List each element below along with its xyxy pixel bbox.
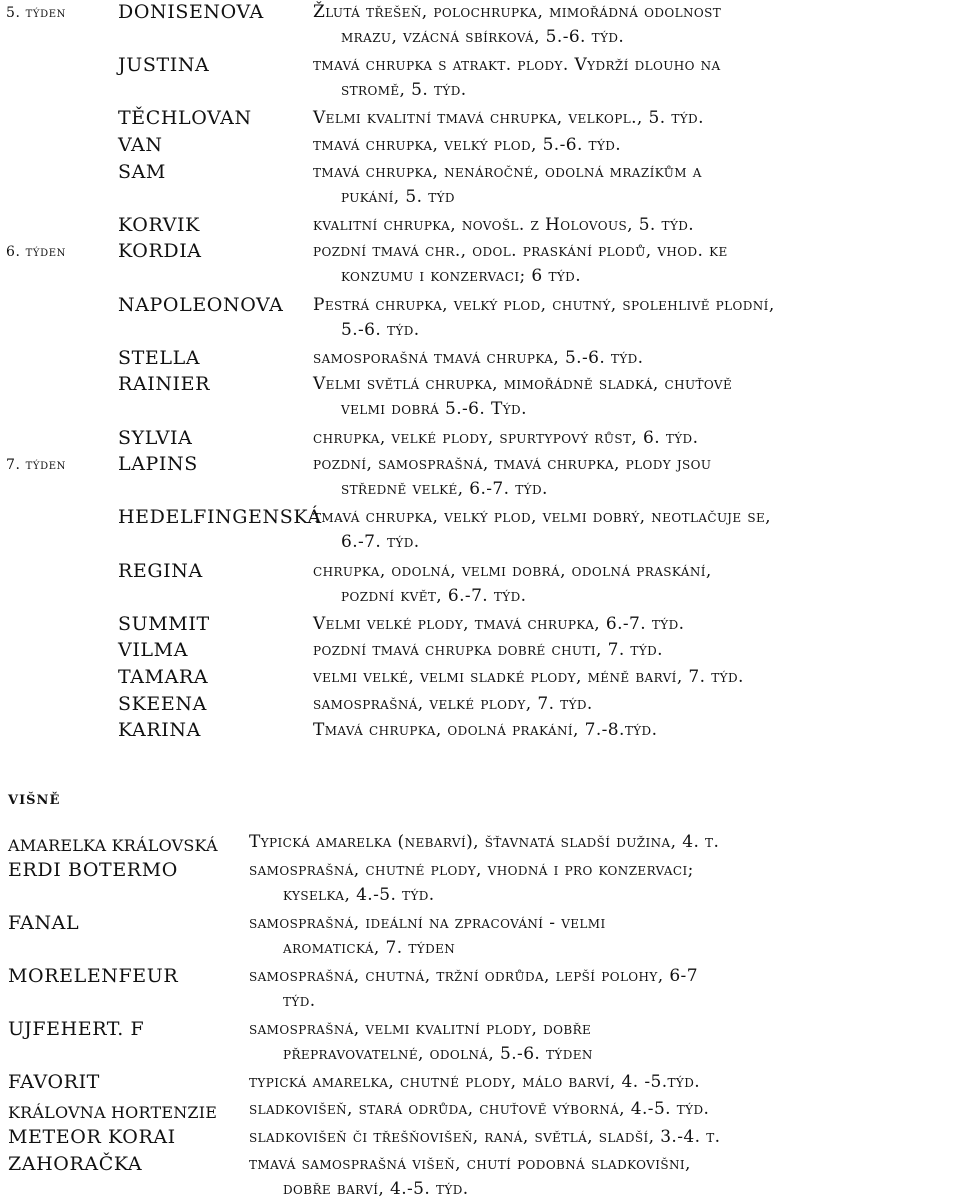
description-line: 5.-6. týd.	[341, 319, 420, 340]
variety-description	[313, 638, 958, 663]
description-line: aromatická, 7. týden	[283, 937, 456, 958]
description-line: tmavá chrupka s atrakt. plody. Vydrží dlouho na	[313, 55, 721, 76]
variety-description	[313, 665, 958, 690]
description-line: Žlutá třešeň, polochrupka, mimořádná odolnost	[313, 2, 722, 22]
ripening-week: 6. týden	[6, 244, 66, 261]
variety-name: AMARELKA KRÁLOVSKÁ	[8, 836, 218, 855]
description-line: samosprašná, velké plody, 7. týd.	[313, 693, 593, 714]
description-line: chrupka, odolná, velmi dobrá, odolná praskání,	[313, 560, 712, 581]
variety-description	[313, 293, 958, 343]
description-line: stromě, 5. týd.	[341, 80, 467, 101]
variety-description	[249, 1125, 959, 1150]
variety-description	[313, 718, 958, 743]
variety-description	[313, 133, 958, 158]
description-line: pozdní, samosprašná, tmavá chrupka, plody jsou	[313, 454, 712, 475]
description-line: pukání, 5. týd	[341, 186, 455, 207]
variety-description	[249, 911, 959, 961]
variety-description	[249, 964, 959, 1014]
variety-name: HEDELFINGENSKÁ	[118, 506, 322, 529]
variety-description	[249, 1097, 959, 1122]
description-line: samosporašná tmavá chrupka, 5.-6. týd.	[313, 347, 644, 368]
description-line: 6.-7. týd.	[341, 532, 420, 553]
variety-name: VILMA	[118, 639, 189, 662]
variety-name: ERDI BOTERMO	[8, 858, 178, 881]
variety-name: SUMMIT	[118, 612, 210, 635]
description-line: sladkovišeň či třešňovišeň, raná, světlá, sladší, 3.-4. t.	[249, 1126, 721, 1147]
variety-name: SAM	[118, 160, 166, 183]
description-line: týd.	[283, 990, 316, 1011]
variety-description	[249, 1152, 959, 1202]
description-line: samosprašná, velmi kvalitní plody, dobře	[249, 1018, 592, 1039]
ripening-week: 7. týden	[6, 457, 66, 474]
description-line: Pestrá chrupka, velký plod, chutný, spolehlivě plodní,	[313, 294, 775, 315]
description-line: středně velké, 6.-7. týd.	[341, 479, 548, 500]
variety-name: NAPOLEONOVA	[118, 293, 284, 316]
variety-description	[313, 106, 958, 131]
variety-description	[313, 0, 958, 50]
variety-name: KORVIK	[118, 213, 200, 236]
variety-description	[313, 612, 958, 637]
variety-name: SYLVIA	[118, 426, 193, 449]
variety-name: TAMARA	[118, 666, 209, 688]
variety-name: RAINIER	[118, 373, 211, 396]
variety-description	[313, 692, 958, 717]
variety-description	[249, 1070, 959, 1095]
description-line: chrupka, velké plody, spurtypový růst, 6. týd.	[313, 427, 699, 448]
variety-description	[313, 372, 958, 422]
variety-description	[249, 1017, 959, 1067]
description-line: dobře barví, 4.-5. týd.	[283, 1179, 469, 1199]
description-line: sladkovišeň, stará odrůda, chuťově výborná, 4.-5. týd.	[249, 1099, 710, 1119]
variety-name: MORELENFEUR	[8, 964, 179, 987]
description-line: Velmi kvalitní tmavá chrupka, velkopl., 5. týd.	[313, 108, 704, 129]
description-line: pozdní tmavá chr., odol. praskání plodů, vhod. ke	[313, 241, 728, 262]
description-line: kyselka, 4.-5. týd.	[283, 884, 435, 905]
variety-description	[249, 858, 959, 908]
sour-cherry-heading: višně	[8, 787, 61, 809]
description-line: Typická amarelka (nebarví), šťavnatá sladší dužina, 4. t.	[249, 832, 720, 852]
variety-name: REGINA	[118, 559, 203, 582]
variety-name: METEOR KORAI	[8, 1125, 176, 1148]
description-line: Tmavá chrupka, odolná prakání, 7.-8.týd.	[313, 720, 658, 741]
description-line: přepravovatelné, odolná, 5.-6. týden	[283, 1043, 593, 1064]
variety-description	[313, 239, 958, 289]
description-line: Velmi velké plody, tmavá chrupka, 6.-7. týd.	[313, 613, 685, 634]
variety-name: ZAHORAČKA	[8, 1153, 143, 1175]
variety-name: JUSTINA	[118, 54, 210, 77]
description-line: samosprašná, chutné plody, vhodná i pro konzervaci;	[249, 859, 694, 880]
description-line: pozdní květ, 6.-7. týd.	[341, 585, 527, 606]
variety-description	[313, 559, 958, 609]
description-line: kvalitní chrupka, novošl. z Holovous, 5. týd.	[313, 214, 695, 235]
ripening-week: 5. týden	[6, 5, 66, 21]
description-line: tmavá chrupka, velký plod, velmi dobrý, neotlačuje se,	[313, 507, 771, 528]
variety-name: FANAL	[8, 911, 80, 934]
variety-name: VAN	[118, 134, 163, 156]
variety-name: FAVORIT	[8, 1070, 100, 1093]
variety-name: SKEENA	[118, 692, 207, 715]
description-line: samosprašná, ideální na zpracování - velmi	[249, 912, 606, 933]
variety-name: KORDIA	[118, 240, 202, 263]
variety-name: TĚCHLOVAN	[118, 107, 252, 130]
variety-description	[313, 346, 958, 371]
variety-name: KRÁLOVNA HORTENZIE	[8, 1103, 218, 1122]
description-line: tmavá chrupka, nenáročné, odolná mrazíkům a	[313, 161, 702, 182]
variety-description	[313, 426, 958, 451]
description-line: samosprašná, chutná, tržní odrůda, lepší polohy, 6-7	[249, 965, 698, 986]
variety-name: LAPINS	[118, 453, 198, 476]
variety-description	[313, 53, 958, 103]
variety-name: UJFEHERT. F	[8, 1017, 145, 1040]
variety-name: DONISENOVA	[118, 1, 264, 23]
description-line: Velmi světlá chrupka, mimořádně sladká, chuťově	[313, 374, 733, 395]
description-line: pozdní tmavá chrupka dobré chuti, 7. týd.	[313, 640, 663, 661]
description-line: tmavá samosprašná višeň, chutí podobná sladkovišni,	[249, 1154, 691, 1174]
variety-description	[313, 160, 958, 210]
variety-name: STELLA	[118, 346, 201, 369]
description-line: velmi velké, velmi sladké plody, méně barví, 7. týd.	[313, 667, 744, 687]
description-line: velmi dobrá 5.-6. Týd.	[341, 399, 527, 420]
variety-name: KARINA	[118, 719, 201, 742]
variety-description	[249, 830, 959, 855]
description-line: mrazu, vzácná sbírková, 5.-6. týd.	[341, 27, 625, 47]
description-line: typická amarelka, chutné plody, málo barví, 4. -5.týd.	[249, 1071, 701, 1092]
variety-description	[313, 213, 958, 238]
description-line: tmavá chrupka, velký plod, 5.-6. týd.	[313, 135, 622, 155]
variety-description	[313, 452, 958, 502]
variety-description	[313, 505, 958, 555]
description-line: konzumu i konzervaci; 6 týd.	[341, 266, 582, 287]
